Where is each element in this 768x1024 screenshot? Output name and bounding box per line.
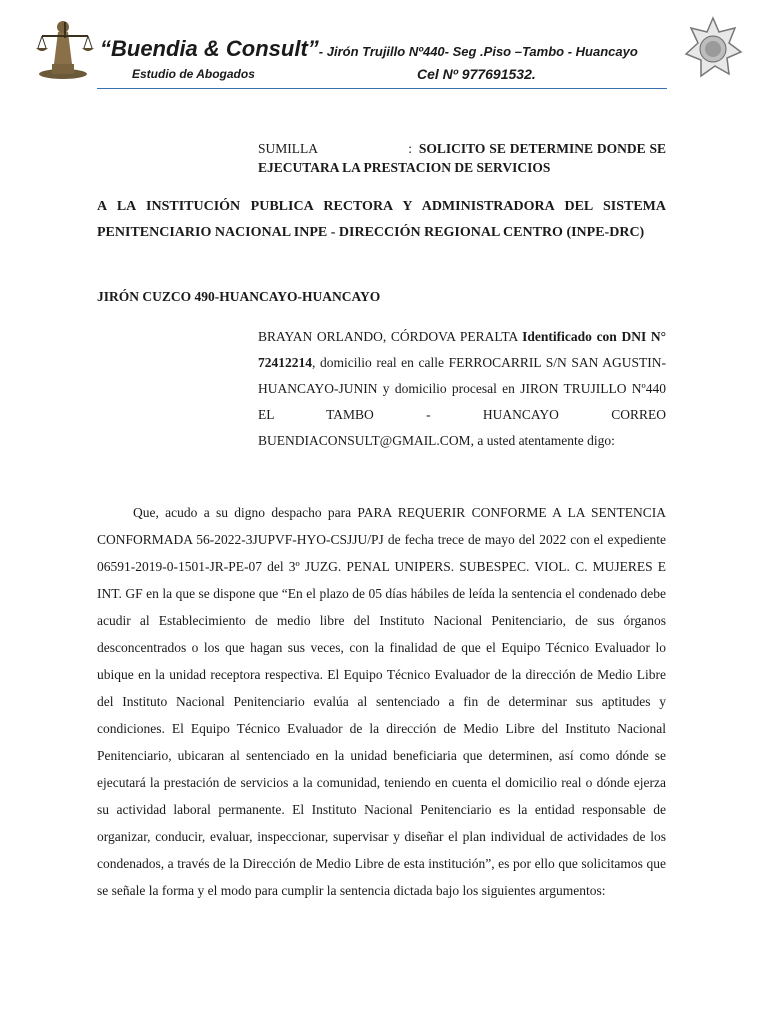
party-block	[258, 324, 666, 454]
header-divider	[97, 88, 667, 89]
star-seal-logo-icon	[683, 16, 743, 82]
party-name: BRAYAN ORLANDO, CÓRDOVA PERALTA	[258, 329, 518, 344]
addressee-heading: A LA INSTITUCIÓN PUBLICA RECTORA Y ADMINISTRADORA DEL SISTEMA PENITENCIARIO NACIONAL INPE - DIRECCIÓN REGIONAL CENTRO (INPE-DRC)	[97, 199, 666, 240]
firm-header-line	[100, 36, 638, 62]
party-email: CORREO BUENDIACONSULT@GMAIL.COM	[258, 407, 666, 448]
body-paragraph: Que, acudo a su digno despacho para PARA REQUERIR CONFORME A LA SENTENCIA CONFORMADA 56-2022-3JUPVF-HYO-CSJJU/PJ de fecha trece de mayo del 2022 con el expediente 06591-2019-0-1501-JR-PE-07 del 3º JUZG. PENAL UNIPERS. SUBESPEC. VIOL. C. MUJERES E INT. GF en la que se dispone que “En el plazo de 05 días hábiles de leída la sentencia el condenado debe acudir al Establecimiento de medio libre del Instituto Nacional Penitenciario, de sus órganos desconcentrados o los que hagan sus veces, con la finalidad de que el Equipo Técnico Evaluador lo ubique en la unidad receptora respectiva. El Equipo Técnico Evaluador de la dirección de Medio Libre del Instituto Nacional Penitenciario evalúa al sentenciado a fin de determinar sus aptitudes y condiciones. El Equipo Técnico Evaluador de la dirección de Medio Libre del Instituto Nacional Penitenciario, ubicaran al sentenciado en la unidad beneficiaria que determinen, así como dónde se ejecutará la prestación de servicios a la comunidad, teniendo en cuenta el domicilio real o dónde ejerza su actividad laboral permanente. El Instituto Nacional Penitenciario es la entidad responsable de organizar, conducir, evaluar, inspeccionar, supervisar y diseñar el plan individual de actividades de los condenados, a través de la Dirección de Medio Libre de esta institución”, es por ello que solicitamos que se señale la forma y el modo para cumplir la sentencia dictada bajo los siguientes argumentos:	[97, 505, 666, 898]
sumilla-text: SOLICITO SE DETERMINE DONDE SE EJECUTARA LA PRESTACION DE SERVICIOS	[258, 141, 666, 175]
sumilla-block	[258, 139, 666, 177]
firm-subtitle: Estudio de Abogados	[132, 67, 255, 81]
firm-name: “Buendia & Consult”	[100, 36, 319, 61]
firm-address: - Jirón Trujillo Nº440- Seg .Piso –Tambo - Huancayo	[318, 44, 638, 59]
address-line: JIRÓN CUZCO 490-HUANCAYO-HUANCAYO	[97, 289, 381, 304]
party-closing: , a usted atentamente digo:	[470, 433, 615, 448]
scales-of-justice-logo-icon	[28, 14, 98, 80]
party-id: Identificado con DNI N° 72412214	[258, 329, 666, 370]
firm-phone: Cel Nº 977691532.	[417, 66, 536, 82]
sumilla-colon: :	[408, 141, 412, 156]
sumilla-label: SUMILLA	[258, 141, 318, 156]
party-details: , domicilio real en calle FERROCARRIL S/N SAN AGUSTIN-HUANCAYO-JUNIN y domicilio procesal en JIRON TRUJILLO Nº440 EL TAMBO - HUANCAYO	[258, 355, 666, 422]
